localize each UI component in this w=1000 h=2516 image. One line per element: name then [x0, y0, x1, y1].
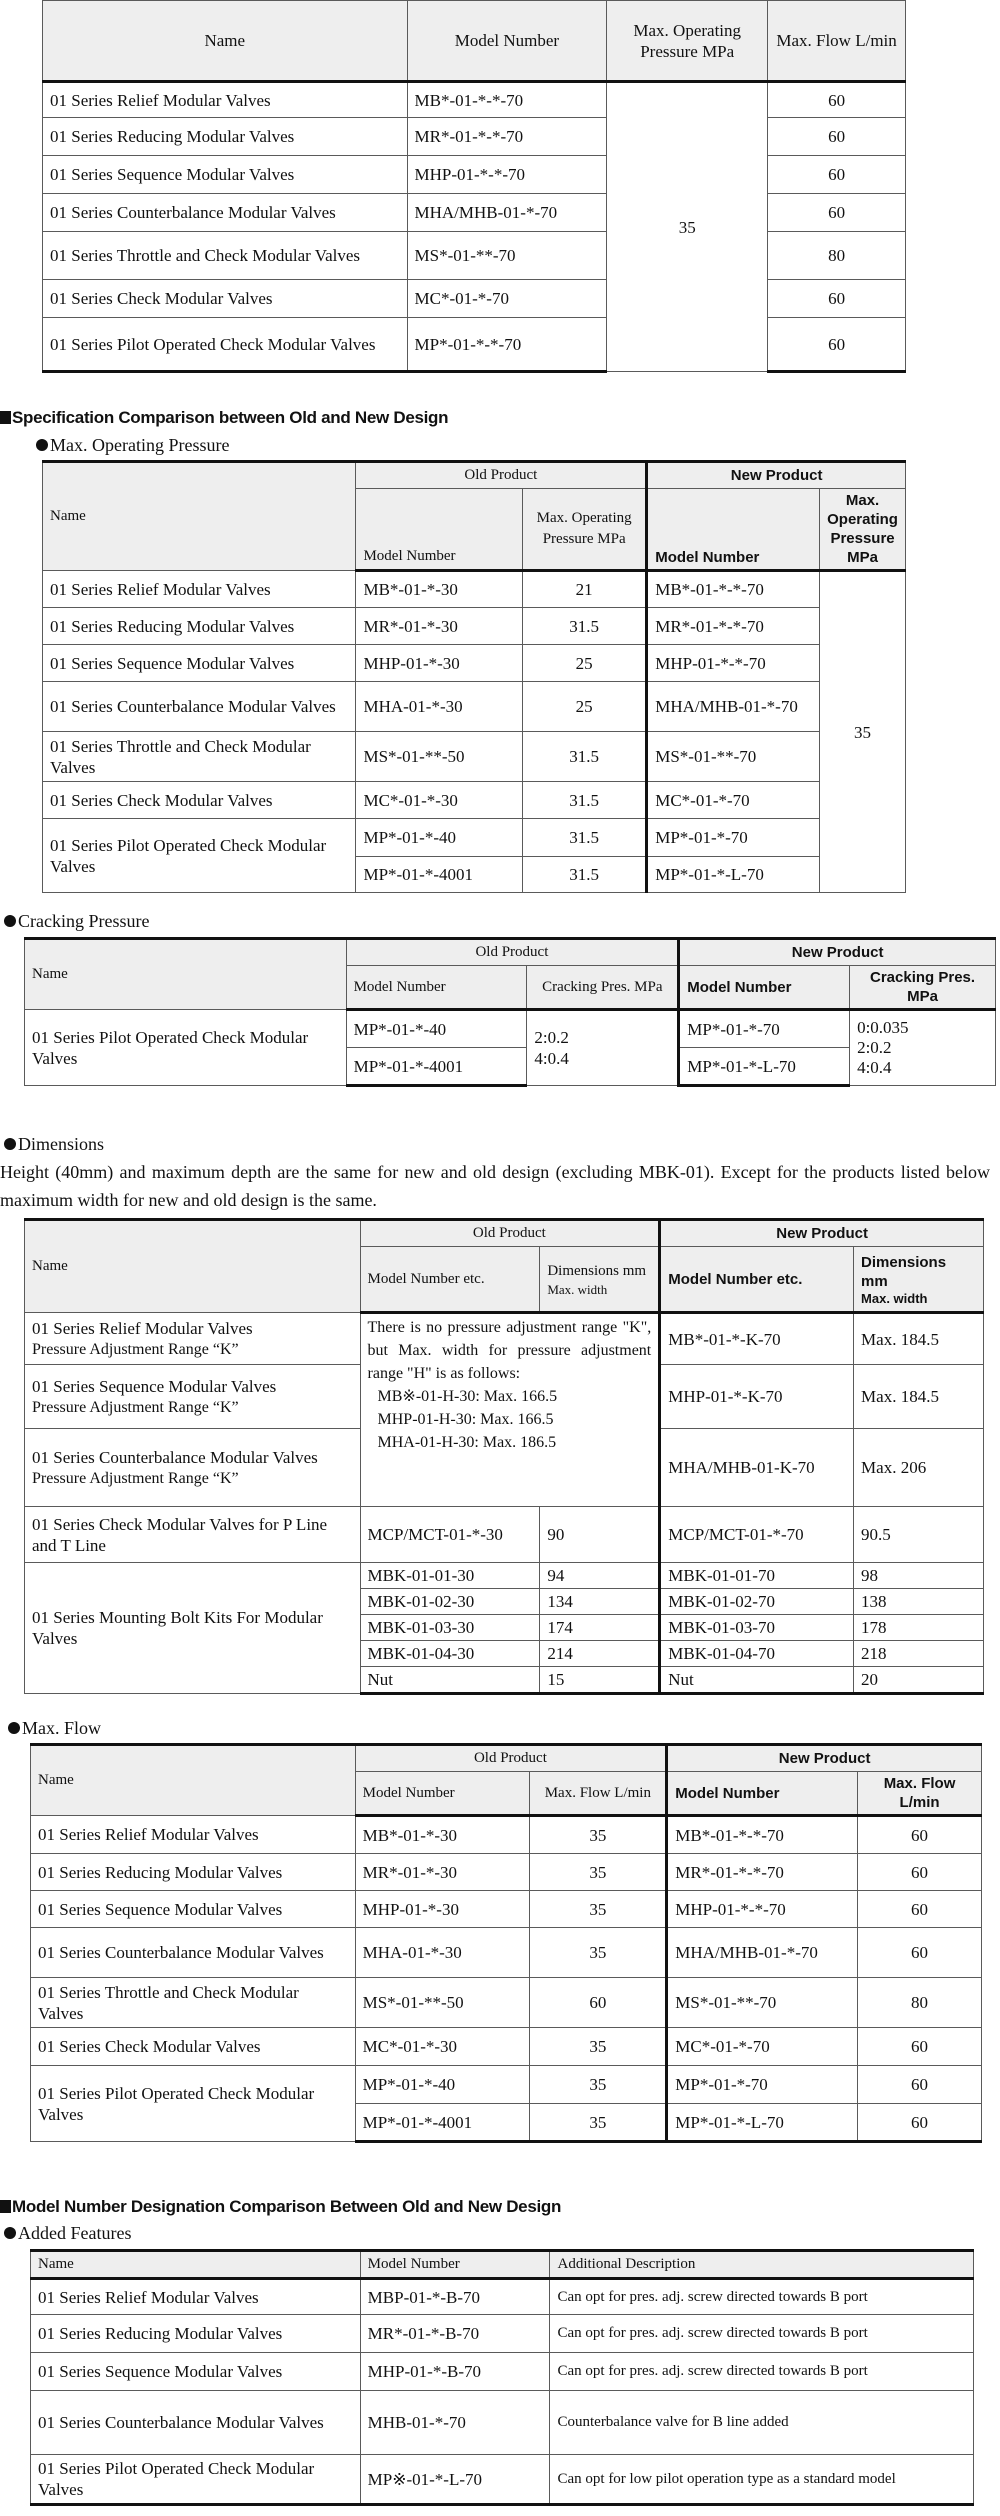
dimensions-paragraph: Height (40mm) and maximum depth are the same for new and old design (excluding MBK-01). Except for the products listed below maximum width for new and old design is the same.: [0, 1162, 990, 1210]
pressure-value: 35: [607, 82, 768, 372]
col-header-flow: Max. Flow L/min: [768, 1, 906, 82]
table-row: 01 Series Throttle and Check Modular Valves MS*-01-**-50 60 MS*-01-**-70 80: [31, 1978, 982, 2028]
flow-comparison-table: Name Old Product New Product Model Number Max. Flow L/min Model Number Max. Flow L/min 01 Series Relief Modular Valves MB*-01-*-30 35 MB*-01-*-*-70 60 01 Series Reducing Modular Valves MR*-01-*-30 35 MR*-01-*-*-70 60 01 Series Sequence Modular Valves MHP-01-*-30 35 MHP-01-*-*-70 60 01 Series Counterbalance Modular Valves MHA-01-*-30 35 MHA/MHB-01-*-70 60 01 Series Throttle and Check Modular Valves MS*-01-**-50 60 MS*-01-**-70 80 01 Series Check Modular Valves MC*-01-*-30 35 MC*-01-*-70 60 01 Series Pilot Operated Check Modular Valves MP*-01-*-40 35 MP*-01-*-70 60 MP*-01-*-4001 35 MP*-01-*-L-70 60: [30, 1743, 982, 2143]
table-row: 01 Series Counterbalance Modular Valves MHA-01-*-30 35 MHA/MHB-01-*-70 60: [31, 1928, 982, 1978]
added-features-table: Name Model Number Additional Description 01 Series Relief Modular Valves MBP-01-*-B-70 Can opt for pres. adj. screw directed towards B port 01 Series Reducing Modular Valves MR*-01-*-B-70 Can opt for pres. adj. screw directed towards B port 01 Series Sequence Modular Valves MHP-01-*-B-70 Can opt for pres. adj. screw directed towards B port 01 Series Counterbalance Modular Valves MHB-01-*-70 Counterbalance valve for B line added 01 Series Pilot Operated Check Modular Valves MP※-01-*-L-70 Can opt for low pilot operation type as a standard model: [30, 2249, 974, 2506]
table-row: MBK-01-04-30 214 MBK-01-04-70 218: [25, 1641, 984, 1667]
table-row: 01 Series Reducing Modular Valves MR*-01-*-*-70 60: [43, 118, 906, 156]
dimensions-table: Name Old Product New Product Model Number etc. Dimensions mm Max. width Model Number etc. Dimensions mm Max. width 01 Series Relief Modular Valves Pressure Adjustment Range “K” There is no pressure adjustment range "K", but Max. width for pressure adjustment range "H" is as follows: MB※-01-H-30: Max. 166.5 MHP-01-H-30: Max. 166.5 MHA-01-H-30: Max. 186.5 MB*-01-*-K-70 Max. 184.5 01 Series Sequence Modular Valves Pressure Adjustment Range “K” MHP-01-*-K-70 Max. 184.5 01 Series Counterbalance Modular Valves Pressure Adjustment Range “K” MHA/MHB-01-K-70 Max. 206 01 Series Check Modular Valves for P Line and T Line MCP/MCT-01-*-30 90 MCP/MCT-01-*-70 90.5 01 Series Mounting Bolt Kits For Modular Valves MBK-01-01-30 94 MBK-01-01-70 98 MBK-01-02-30 134 MBK-01-02-70 138 MBK-01-03-30 174 MBK-01-03-70 178 MBK-01-04-30 214 MBK-01-04-70 218 Nut 15 Nut 20: [24, 1218, 984, 1695]
table-row: 01 Series Sequence Modular Valves Pressure Adjustment Range “K” MHP-01-*-K-70 Max. 184.5: [25, 1365, 984, 1429]
square-bullet-icon: [0, 2200, 11, 2213]
col-header-model: Model Number: [407, 1, 607, 82]
table-row: MBK-01-02-30 134 MBK-01-02-70 138: [25, 1589, 984, 1615]
table-row: 01 Series Check Modular Valves MC*-01-*-70 60: [43, 280, 906, 318]
summary-table: [42, 0, 906, 373]
table-row: 01 Series Check Modular Valves MC*-01-*-30 35 MC*-01-*-70 60: [31, 2028, 982, 2066]
table-row: 01 Series Sequence Modular Valves MHP-01-*-30 35 MHP-01-*-*-70 60: [31, 1891, 982, 1928]
cracking-table: Name Old Product New Product Model Number Cracking Pres. MPa Model Number Cracking Pres. MPa 01 Series Pilot Operated Check Modular Valves MP*-01-*-40 2:0.2 4:0.4 MP*-01-*-70 0:0.035 2:0.2 4:0.4 MP*-01-*-4001 MP*-01-*-L-70: [24, 937, 996, 1087]
table-row: 01 Series Mounting Bolt Kits For Modular Valves MBK-01-01-30 94 MBK-01-01-70 98: [25, 1563, 984, 1589]
dimensions-section-title: Dimensions: [4, 1133, 104, 1155]
table-row: 01 Series Sequence Modular Valves MHP-01-*-B-70 Can opt for pres. adj. screw directed towards B port: [31, 2353, 974, 2391]
flow-section-title: Max. Flow: [8, 1717, 101, 1739]
table-row: 01 Series Sequence Modular Valves MHP-01-*-*-70 60: [43, 156, 906, 194]
table-row: 01 Series Throttle and Check Modular Valves MS*-01-**-70 80: [43, 232, 906, 280]
bullet-icon: [36, 439, 48, 451]
designation-heading: Model Number Designation Comparison Between Old and New Design: [0, 2196, 561, 2218]
table-row: MP*-01-*-4001 35 MP*-01-*-L-70 60: [31, 2104, 982, 2142]
square-bullet-icon: [0, 411, 11, 424]
table-row: 01 Series Relief Modular Valves MB*-01-*-*-70 35 60: [43, 82, 906, 118]
table-row: 01 Series Pilot Operated Check Modular Valves MP*-01-*-*-70 60: [43, 318, 906, 372]
dimensions-note: There is no pressure adjustment range "K", but Max. width for pressure adjustment range "H" is as follows: MB※-01-H-30: Max. 166.5 MHP-01-H-30: Max. 166.5 MHA-01-H-30: Max. 186.5: [360, 1313, 660, 1507]
table-row: 01 Series Counterbalance Modular Valves MHA/MHB-01-*-70 60: [43, 194, 906, 232]
table-row: 01 Series Pilot Operated Check Modular Valves MP*-01-*-40 2:0.2 4:0.4 MP*-01-*-70 0:0.035 2:0.2 4:0.4: [25, 1010, 996, 1048]
table-row: 01 Series Reducing Modular Valves MR*-01-*-30 31.5 MR*-01-*-*-70: [43, 608, 906, 645]
table-row: 01 Series Counterbalance Modular Valves MHB-01-*-70 Counterbalance valve for B line added: [31, 2391, 974, 2455]
bullet-icon: [8, 1722, 20, 1734]
pressure-section-title: Max. Operating Pressure: [36, 434, 229, 456]
table-row: MP*-01-*-4001 MP*-01-*-L-70: [25, 1048, 996, 1086]
table-row: 01 Series Relief Modular Valves MB*-01-*-30 21 MB*-01-*-*-70 35: [43, 571, 906, 608]
col-header-name: Name: [43, 1, 408, 82]
table-row: 01 Series Counterbalance Modular Valves MHA-01-*-30 25 MHA/MHB-01-*-70: [43, 682, 906, 732]
pressure-comparison-table: Name Old Product New Product Model Number Max. Operating Pressure MPa Model Number Max. Operating Pressure MPa 01 Series Relief Modular Valves MB*-01-*-30 21 MB*-01-*-*-70 35 01 Series Reducing Modular Valves MR*-01-*-30 31.5 MR*-01-*-*-70 01 Series Sequence Modular Valves MHP-01-*-30 25 MHP-01-*-*-70 01 Series Counterbalance Modular Valves MHA-01-*-30 25 MHA/MHB-01-*-70 01 Series Throttle and Check Modular Valves MS*-01-**-50 31.5 MS*-01-**-70 01 Series Check Modular Valves MC*-01-*-30 31.5 MC*-01-*-70 01 Series Pilot Operated Check Modular Valves MP*-01-*-40 31.5 MP*-01-*-70 MP*-01-*-4001 31.5 MP*-01-*-L-70: [42, 460, 906, 893]
table-row: MBK-01-03-30 174 MBK-01-03-70 178: [25, 1615, 984, 1641]
table-row: MP*-01-*-4001 31.5 MP*-01-*-L-70: [43, 857, 906, 893]
table-row: 01 Series Pilot Operated Check Modular Valves MP※-01-*-L-70 Can opt for low pilot operation type as a standard model: [31, 2455, 974, 2505]
new-pressure-value: 35: [820, 571, 906, 893]
cracking-section-title: Cracking Pressure: [4, 910, 149, 932]
table-row: 01 Series Check Modular Valves MC*-01-*-30 31.5 MC*-01-*-70: [43, 782, 906, 819]
table-row: Nut 15 Nut 20: [25, 1667, 984, 1694]
table-row: 01 Series Pilot Operated Check Modular Valves MP*-01-*-40 35 MP*-01-*-70 60: [31, 2066, 982, 2104]
table-row: 01 Series Relief Modular Valves Pressure Adjustment Range “K” There is no pressure adjustment range "K", but Max. width for pressure adjustment range "H" is as follows: MB※-01-H-30: Max. 166.5 MHP-01-H-30: Max. 166.5 MHA-01-H-30: Max. 186.5 MB*-01-*-K-70 Max. 184.5: [25, 1313, 984, 1365]
table-row: 01 Series Pilot Operated Check Modular Valves MP*-01-*-40 31.5 MP*-01-*-70: [43, 819, 906, 857]
table-row: 01 Series Sequence Modular Valves MHP-01-*-30 25 MHP-01-*-*-70: [43, 645, 906, 682]
table-row: 01 Series Check Modular Valves for P Line and T Line MCP/MCT-01-*-30 90 MCP/MCT-01-*-70 90.5: [25, 1507, 984, 1563]
bullet-icon: [4, 2227, 16, 2239]
table-row: 01 Series Counterbalance Modular Valves Pressure Adjustment Range “K” MHA/MHB-01-K-70 Max. 206: [25, 1429, 984, 1507]
table-row: 01 Series Throttle and Check Modular Valves MS*-01-**-50 31.5 MS*-01-**-70: [43, 732, 906, 782]
added-section-title: Added Features: [4, 2222, 131, 2244]
col-header-pressure: Max. Operating Pressure MPa: [607, 1, 768, 82]
bullet-icon: [4, 1138, 16, 1150]
table-row: 01 Series Reducing Modular Valves MR*-01-*-B-70 Can opt for pres. adj. screw directed towards B port: [31, 2315, 974, 2353]
table-row: 01 Series Relief Modular Valves MBP-01-*-B-70 Can opt for pres. adj. screw directed towards B port: [31, 2279, 974, 2315]
table-row: 01 Series Reducing Modular Valves MR*-01-*-30 35 MR*-01-*-*-70 60: [31, 1854, 982, 1891]
table-row: 01 Series Relief Modular Valves MB*-01-*-30 35 MB*-01-*-*-70 60: [31, 1816, 982, 1854]
spec-comparison-heading: Specification Comparison between Old and New Design: [0, 407, 448, 429]
bullet-icon: [4, 915, 16, 927]
